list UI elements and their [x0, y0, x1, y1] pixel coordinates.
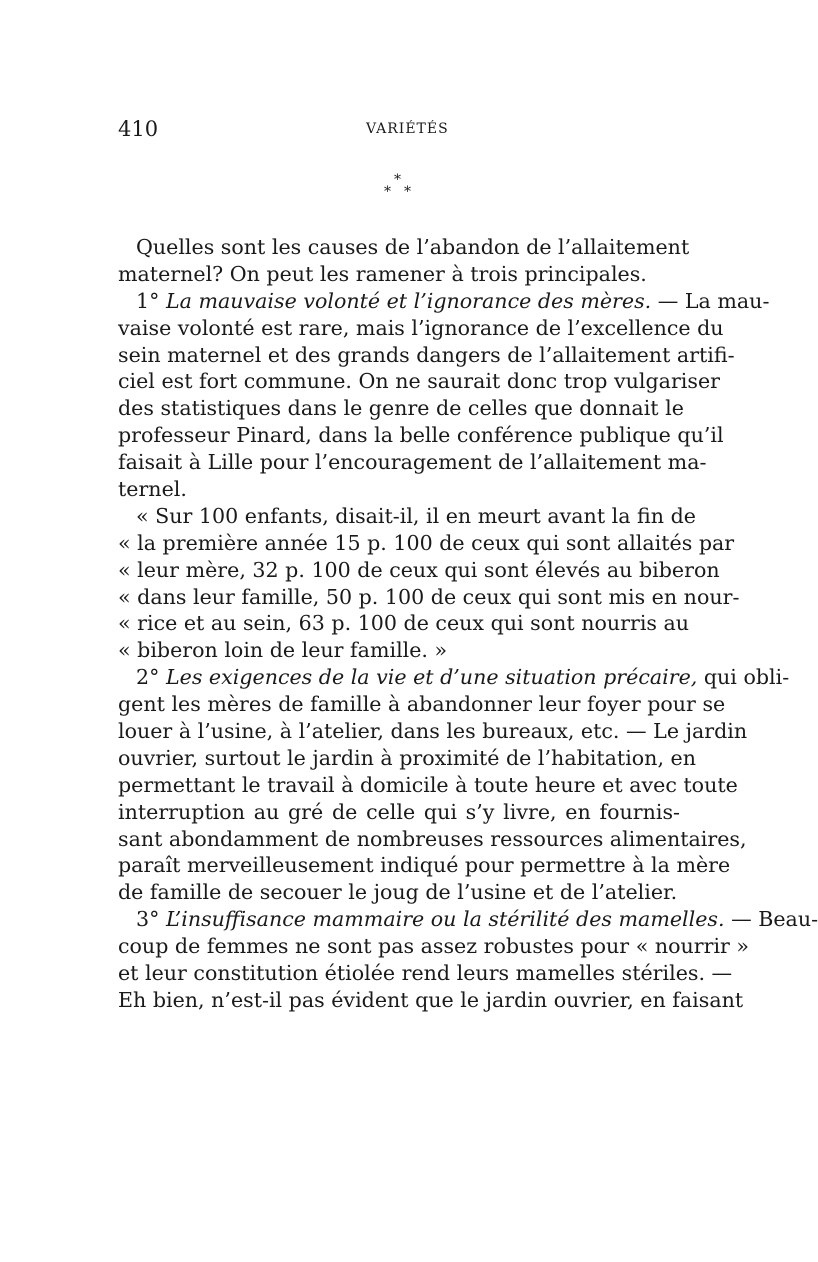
text-line: « Sur 100 enfants, disait-il, il en meurt avant la fin de [136, 503, 696, 528]
text-line: des statistiques dans le genre de celles que donnait le [118, 396, 684, 421]
body-text [118, 234, 818, 1014]
asterism-star: * [394, 172, 401, 188]
text-line: ciel est fort commune. On ne saurait donc trop vulgariser [118, 369, 720, 394]
text-line: Quelles sont les causes de l’abandon de l’allaitement [136, 235, 690, 259]
text-line [118, 906, 818, 933]
text-line: « dans leur famille, 50 p. 100 de ceux qui sont mis en nour- [118, 584, 740, 609]
text-line: paraît merveilleusement indiqué pour permettre à la mère [118, 853, 731, 878]
text-line: ouvrier, surtout le jardin à proximité de l’habitation, en [118, 745, 696, 770]
text-line: maternel? On peut les ramener à trois principales. [118, 261, 647, 286]
text-line: vaise volonté est rare, mais l’ignorance de l’excellence du [118, 315, 724, 340]
text-line: « biberon loin de leur famille. » [118, 638, 448, 663]
text-line: « la première année 15 p. 100 de ceux qui sont allaités par [118, 530, 735, 555]
text-run: — La mau- [657, 288, 770, 313]
text-line: interruption au gré de celle qui s’y livre, en fournis- [118, 799, 680, 824]
page-header [118, 117, 680, 141]
text-line: Eh bien, n’est-il pas évident que le jardin ouvrier, en faisant [118, 987, 744, 1012]
text-line: sein maternel et des grands dangers de l’allaitement artifi- [118, 342, 735, 367]
item-title: La mauvaise volonté et l’ignorance des mères. [165, 288, 652, 313]
item-number: 2° [136, 665, 160, 690]
text-line: « leur mère, 32 p. 100 de ceux qui sont élevés au biberon [118, 557, 720, 582]
item-number: 1° [136, 288, 160, 313]
text-line: louer à l’usine, à l’atelier, dans les bureaux, etc. — Le jardin [118, 719, 748, 744]
text-line: sant abondamment de nombreuses ressources alimentaires, [118, 826, 747, 851]
text-line: coup de femmes ne sont pas assez robustes pour « nourrir » [118, 934, 750, 959]
asterism-separator [384, 172, 414, 208]
text-line [118, 664, 790, 691]
text-line: professeur Pinard, dans la belle conférence publique qu’il [118, 423, 724, 448]
text-line: permettant le travail à domicile à toute heure et avec toute [118, 772, 738, 797]
asterism-star: * [384, 184, 391, 200]
text-line: de famille de secouer le joug de l’usine et de l’atelier. [118, 880, 678, 905]
text-line: gent les mères de famille à abandonner leur foyer pour se [118, 692, 726, 717]
text-line: « rice et au sein, 63 p. 100 de ceux qui sont nourris au [118, 611, 690, 636]
running-head: VARIÉTÉS [366, 121, 449, 137]
text-line [118, 288, 770, 315]
text-line: ternel. [118, 477, 187, 502]
item-title: Les exigences de la vie et d’une situation précaire, [165, 665, 698, 690]
text-run: qui obli- [703, 665, 790, 690]
text-run: — Beau- [731, 907, 818, 932]
text-line: faisait à Lille pour l’encouragement de l’allaitement ma- [118, 450, 707, 475]
page-number: 410 [118, 117, 159, 141]
text-line: et leur constitution étiolée rend leurs mamelles stériles. — [118, 961, 733, 986]
item-title: L’insuffisance mammaire ou la stérilité des mamelles. [165, 907, 725, 932]
item-number: 3° [136, 907, 160, 932]
asterism-star: * [404, 184, 411, 200]
